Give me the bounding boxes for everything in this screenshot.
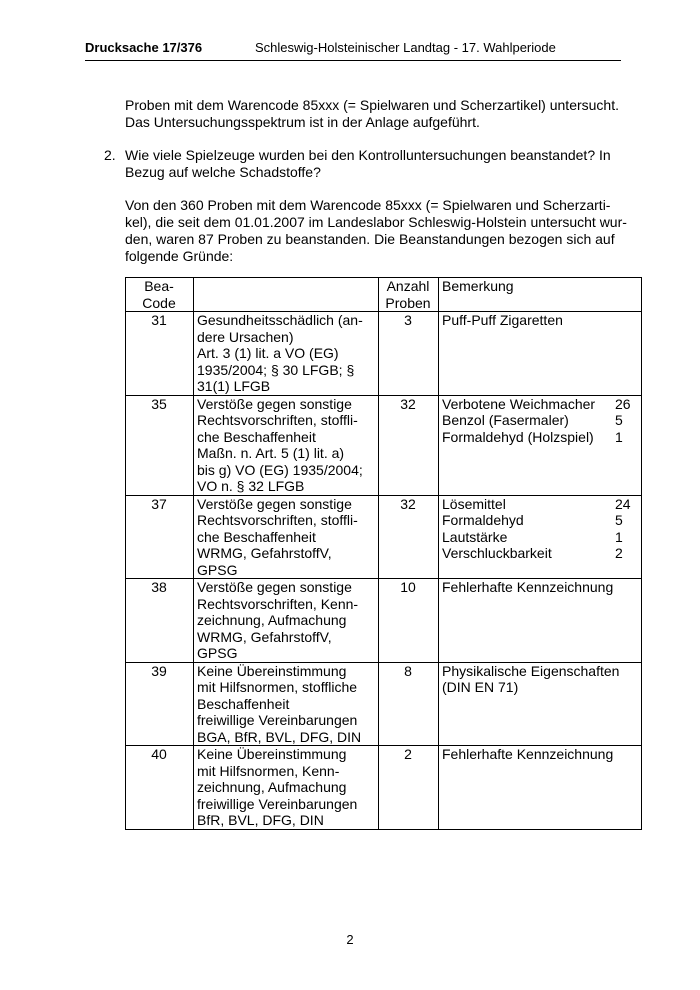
remark-line	[442, 529, 637, 546]
remark-text: Physikalische Eigenschaften	[442, 662, 620, 679]
row-remark	[439, 746, 642, 830]
description-line: mit Hilfsnormen, stoffliche	[197, 679, 358, 695]
row-count: 10	[379, 579, 439, 663]
remark-count: 1	[615, 528, 623, 545]
answer-paragraph: Von den 360 Proben mit dem Warencode 85xxx (= Spielwaren und Scherzarti- kel), die seit dem 01.01.2007 im Landeslabor Schleswig-Holstein untersucht wur- den, waren 87 Proben zu beanstanden. Die Beanstandungen bezogen sich auf folgende Gründe:	[125, 197, 627, 264]
description-line: Beschaffenheit	[197, 695, 290, 712]
remark-text: Fehlerhafte Kennzeichnung	[442, 579, 614, 595]
description-line: zeichnung, Aufmachung	[197, 779, 347, 795]
remark-text: Puff-Puff Zigaretten	[442, 312, 563, 328]
row-remark	[439, 495, 642, 579]
table-row	[126, 495, 642, 579]
row-code: 39	[126, 662, 194, 746]
remark-line	[442, 312, 637, 329]
description-line: GPSG	[197, 561, 238, 578]
description-line: Keine Übereinstimmung	[197, 746, 347, 762]
table-body	[126, 312, 642, 830]
remark-count	[615, 679, 637, 696]
remark-text: Verbotene Weichmacher	[442, 395, 596, 412]
row-description	[194, 495, 379, 579]
row-description	[194, 579, 379, 663]
remark-text: Formaldehyd (Holzspiel)	[442, 428, 594, 445]
header-description	[194, 278, 379, 312]
description-line: zeichnung, Aufmachung	[197, 612, 347, 628]
row-count: 3	[379, 312, 439, 396]
page-number: 2	[346, 932, 354, 947]
table-header-row	[126, 278, 642, 312]
description-line: WRMG, GefahrstoffV,	[197, 628, 332, 645]
description-line: Rechtsvorschriften, Kenn-	[197, 595, 359, 612]
row-count: 32	[379, 495, 439, 579]
row-code: 31	[126, 312, 194, 396]
remark-count: 5	[615, 512, 623, 528]
description-line: 1935/2004; § 30 LFGB; §	[197, 361, 355, 378]
remark-count	[615, 579, 637, 596]
remark-line	[442, 429, 637, 446]
row-remark	[439, 579, 642, 663]
description-line: Gesundheitsschädlich (an-	[197, 312, 363, 328]
remark-line	[442, 496, 637, 513]
remark-line	[442, 746, 637, 763]
description-line: VO n. § 32 LFGB	[197, 478, 305, 494]
row-count: 8	[379, 662, 439, 746]
description-line: Rechtsvorschriften, stoffli-	[197, 412, 358, 428]
remark-line	[442, 663, 637, 680]
remark-line	[442, 545, 637, 562]
remark-count: 26	[615, 395, 631, 412]
description-line: Verstöße gegen sonstige	[197, 579, 352, 595]
remark-line	[442, 396, 637, 413]
remark-line	[442, 579, 637, 596]
question-text: Wie viele Spielzeuge wurden bei den Kontrolluntersuchungen beanstandet? In Bezug auf welche Schadstoffe?	[125, 147, 611, 180]
row-remark	[439, 312, 642, 396]
description-line: Rechtsvorschriften, stoffli-	[197, 512, 358, 528]
description-line: BfR, BVL, DFG, DIN	[197, 812, 324, 828]
drucksache-number: Drucksache 17/376	[85, 40, 203, 55]
description-line: che Beschaffenheit	[197, 428, 316, 445]
description-line: dere Ursachen)	[197, 328, 294, 345]
remark-text: (DIN EN 71)	[442, 679, 519, 695]
remark-count: 24	[615, 495, 631, 512]
remark-count: 1	[615, 428, 623, 445]
row-code: 40	[126, 746, 194, 830]
header-remark: Bemerkung	[439, 278, 642, 312]
remark-count	[619, 663, 637, 680]
description-line: WRMG, GefahrstoffV,	[197, 545, 332, 561]
row-code: 35	[126, 395, 194, 495]
row-description	[194, 746, 379, 830]
description-line: Verstöße gegen sonstige	[197, 395, 352, 412]
description-line: mit Hilfsnormen, Kenn-	[197, 762, 340, 779]
complaints-table	[125, 277, 642, 830]
landtag-title: Schleswig-Holsteinischer Landtag - 17. Wahlperiode	[255, 40, 556, 55]
remark-text: Formaldehyd	[442, 512, 524, 528]
table-row	[126, 312, 642, 396]
table-row	[126, 395, 642, 495]
row-description	[194, 662, 379, 746]
remark-text: Fehlerhafte Kennzeichnung	[442, 746, 614, 762]
description-line: 31(1) LFGB	[197, 378, 271, 394]
remark-count: 5	[615, 412, 623, 428]
page-header	[85, 38, 621, 61]
row-count: 32	[379, 395, 439, 495]
remark-line	[442, 412, 637, 429]
table-row	[126, 579, 642, 663]
description-line: Verstöße gegen sonstige	[197, 495, 352, 512]
table-row	[126, 662, 642, 746]
remark-text: Lautstärke	[442, 528, 508, 545]
row-remark	[439, 662, 642, 746]
intro-paragraph: Proben mit dem Warencode 85xxx (= Spielwaren und Scherzartikel) untersucht. Das Untersuchungsspektrum ist in der Anlage aufgeführt.	[125, 97, 619, 130]
row-description	[194, 312, 379, 396]
remark-count: 2	[615, 545, 623, 561]
description-line: Maßn. n. Art. 5 (1) lit. a)	[197, 445, 345, 461]
row-remark	[439, 395, 642, 495]
remark-text: Verschluckbarkeit	[442, 545, 552, 561]
remark-line	[442, 679, 637, 696]
remark-line	[442, 512, 637, 529]
question-number: 2.	[104, 147, 116, 163]
description-line: freiwillige Vereinbarungen	[197, 795, 358, 812]
description-line: bis g) VO (EG) 1935/2004;	[197, 461, 363, 478]
remark-text: Lösemittel	[442, 495, 506, 512]
description-line: che Beschaffenheit	[197, 528, 316, 545]
header-count: Anzahl Proben	[379, 278, 439, 312]
row-description	[194, 395, 379, 495]
table-row	[126, 746, 642, 830]
description-line: BGA, BfR, BVL, DFG, DIN	[197, 728, 362, 745]
remark-count	[615, 312, 637, 329]
description-line: Art. 3 (1) lit. a VO (EG)	[197, 345, 339, 361]
description-line: GPSG	[197, 645, 238, 661]
remark-count	[615, 746, 637, 763]
row-count: 2	[379, 746, 439, 830]
description-line: freiwillige Vereinbarungen	[197, 712, 358, 728]
row-code: 37	[126, 495, 194, 579]
header-code: Bea- Code	[126, 278, 194, 312]
row-code: 38	[126, 579, 194, 663]
description-line: Keine Übereinstimmung	[197, 662, 347, 679]
remark-text: Benzol (Fasermaler)	[442, 412, 569, 428]
